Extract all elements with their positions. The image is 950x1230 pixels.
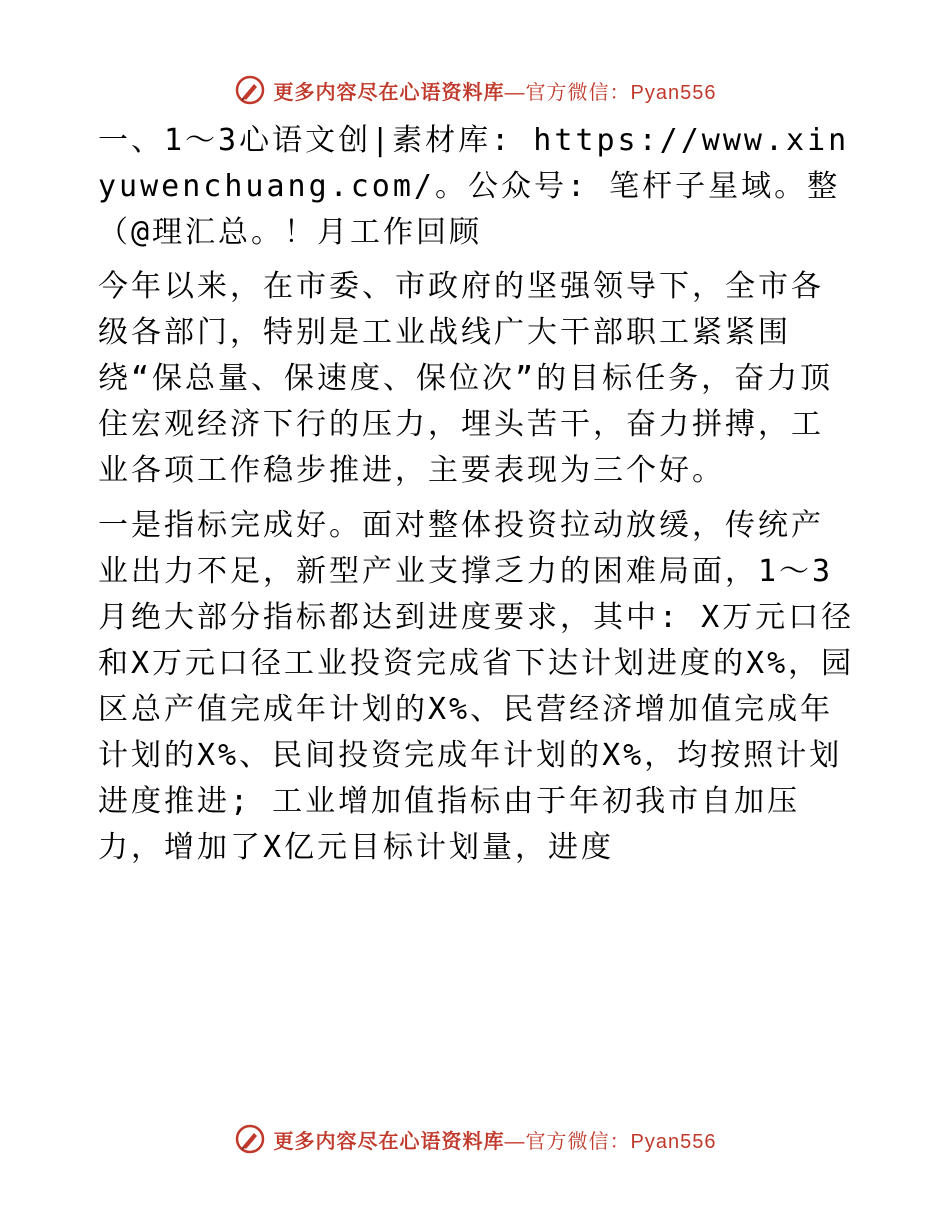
footer-watermark bbox=[0, 1119, 950, 1159]
watermark-brand: 更多内容尽在心语资料库 bbox=[273, 79, 505, 104]
pen-logo-icon bbox=[234, 74, 266, 106]
watermark-contact: 官方微信：Pyan556 bbox=[525, 81, 717, 104]
watermark-text bbox=[274, 1125, 717, 1154]
watermark-separator: — bbox=[504, 1130, 526, 1153]
watermark-text bbox=[274, 76, 717, 105]
paragraph-intro: 今年以来，在市委、市政府的坚强领导下，全市各级各部门，特别是工业战线广大干部职工紧紧围绕“保总量、保速度、保位次”的目标任务，奋力顶住宏观经济下行的压力，埋头苦干，奋力拼搏，工业各项工作稳步推进，主要表现为三个好。 bbox=[98, 269, 834, 488]
watermark-separator: — bbox=[504, 81, 526, 104]
paragraph-heading: 一、1～3心语文创|素材库: https://www.xinyuwenchuang.com/。公众号: 笔杆子星域。整（@理汇总。！月工作回顾 bbox=[98, 123, 850, 250]
document-body bbox=[98, 118, 856, 880]
watermark-brand: 更多内容尽在心语资料库 bbox=[273, 1128, 505, 1153]
pen-logo-icon bbox=[234, 1123, 266, 1155]
paragraph-indicators: 一是指标完成好。面对整体投资拉动放缓，传统产业出力不足，新型产业支撑乏力的困难局面，1～3月绝大部分指标都达到进度要求，其中: X万元口径和X万元口径工业投资完成省下达计划进度的X%，园区总产值完成年计划的X%、民营经济增加值完成年计划的X%、民间投资完成年计划的X%，均按照计划进度推进; 工业增加值指标由于年初我市自加压力，增加了X亿元目标计划量，进度 bbox=[98, 508, 855, 865]
watermark-contact: 官方微信：Pyan556 bbox=[525, 1130, 717, 1153]
header-watermark bbox=[0, 70, 950, 110]
